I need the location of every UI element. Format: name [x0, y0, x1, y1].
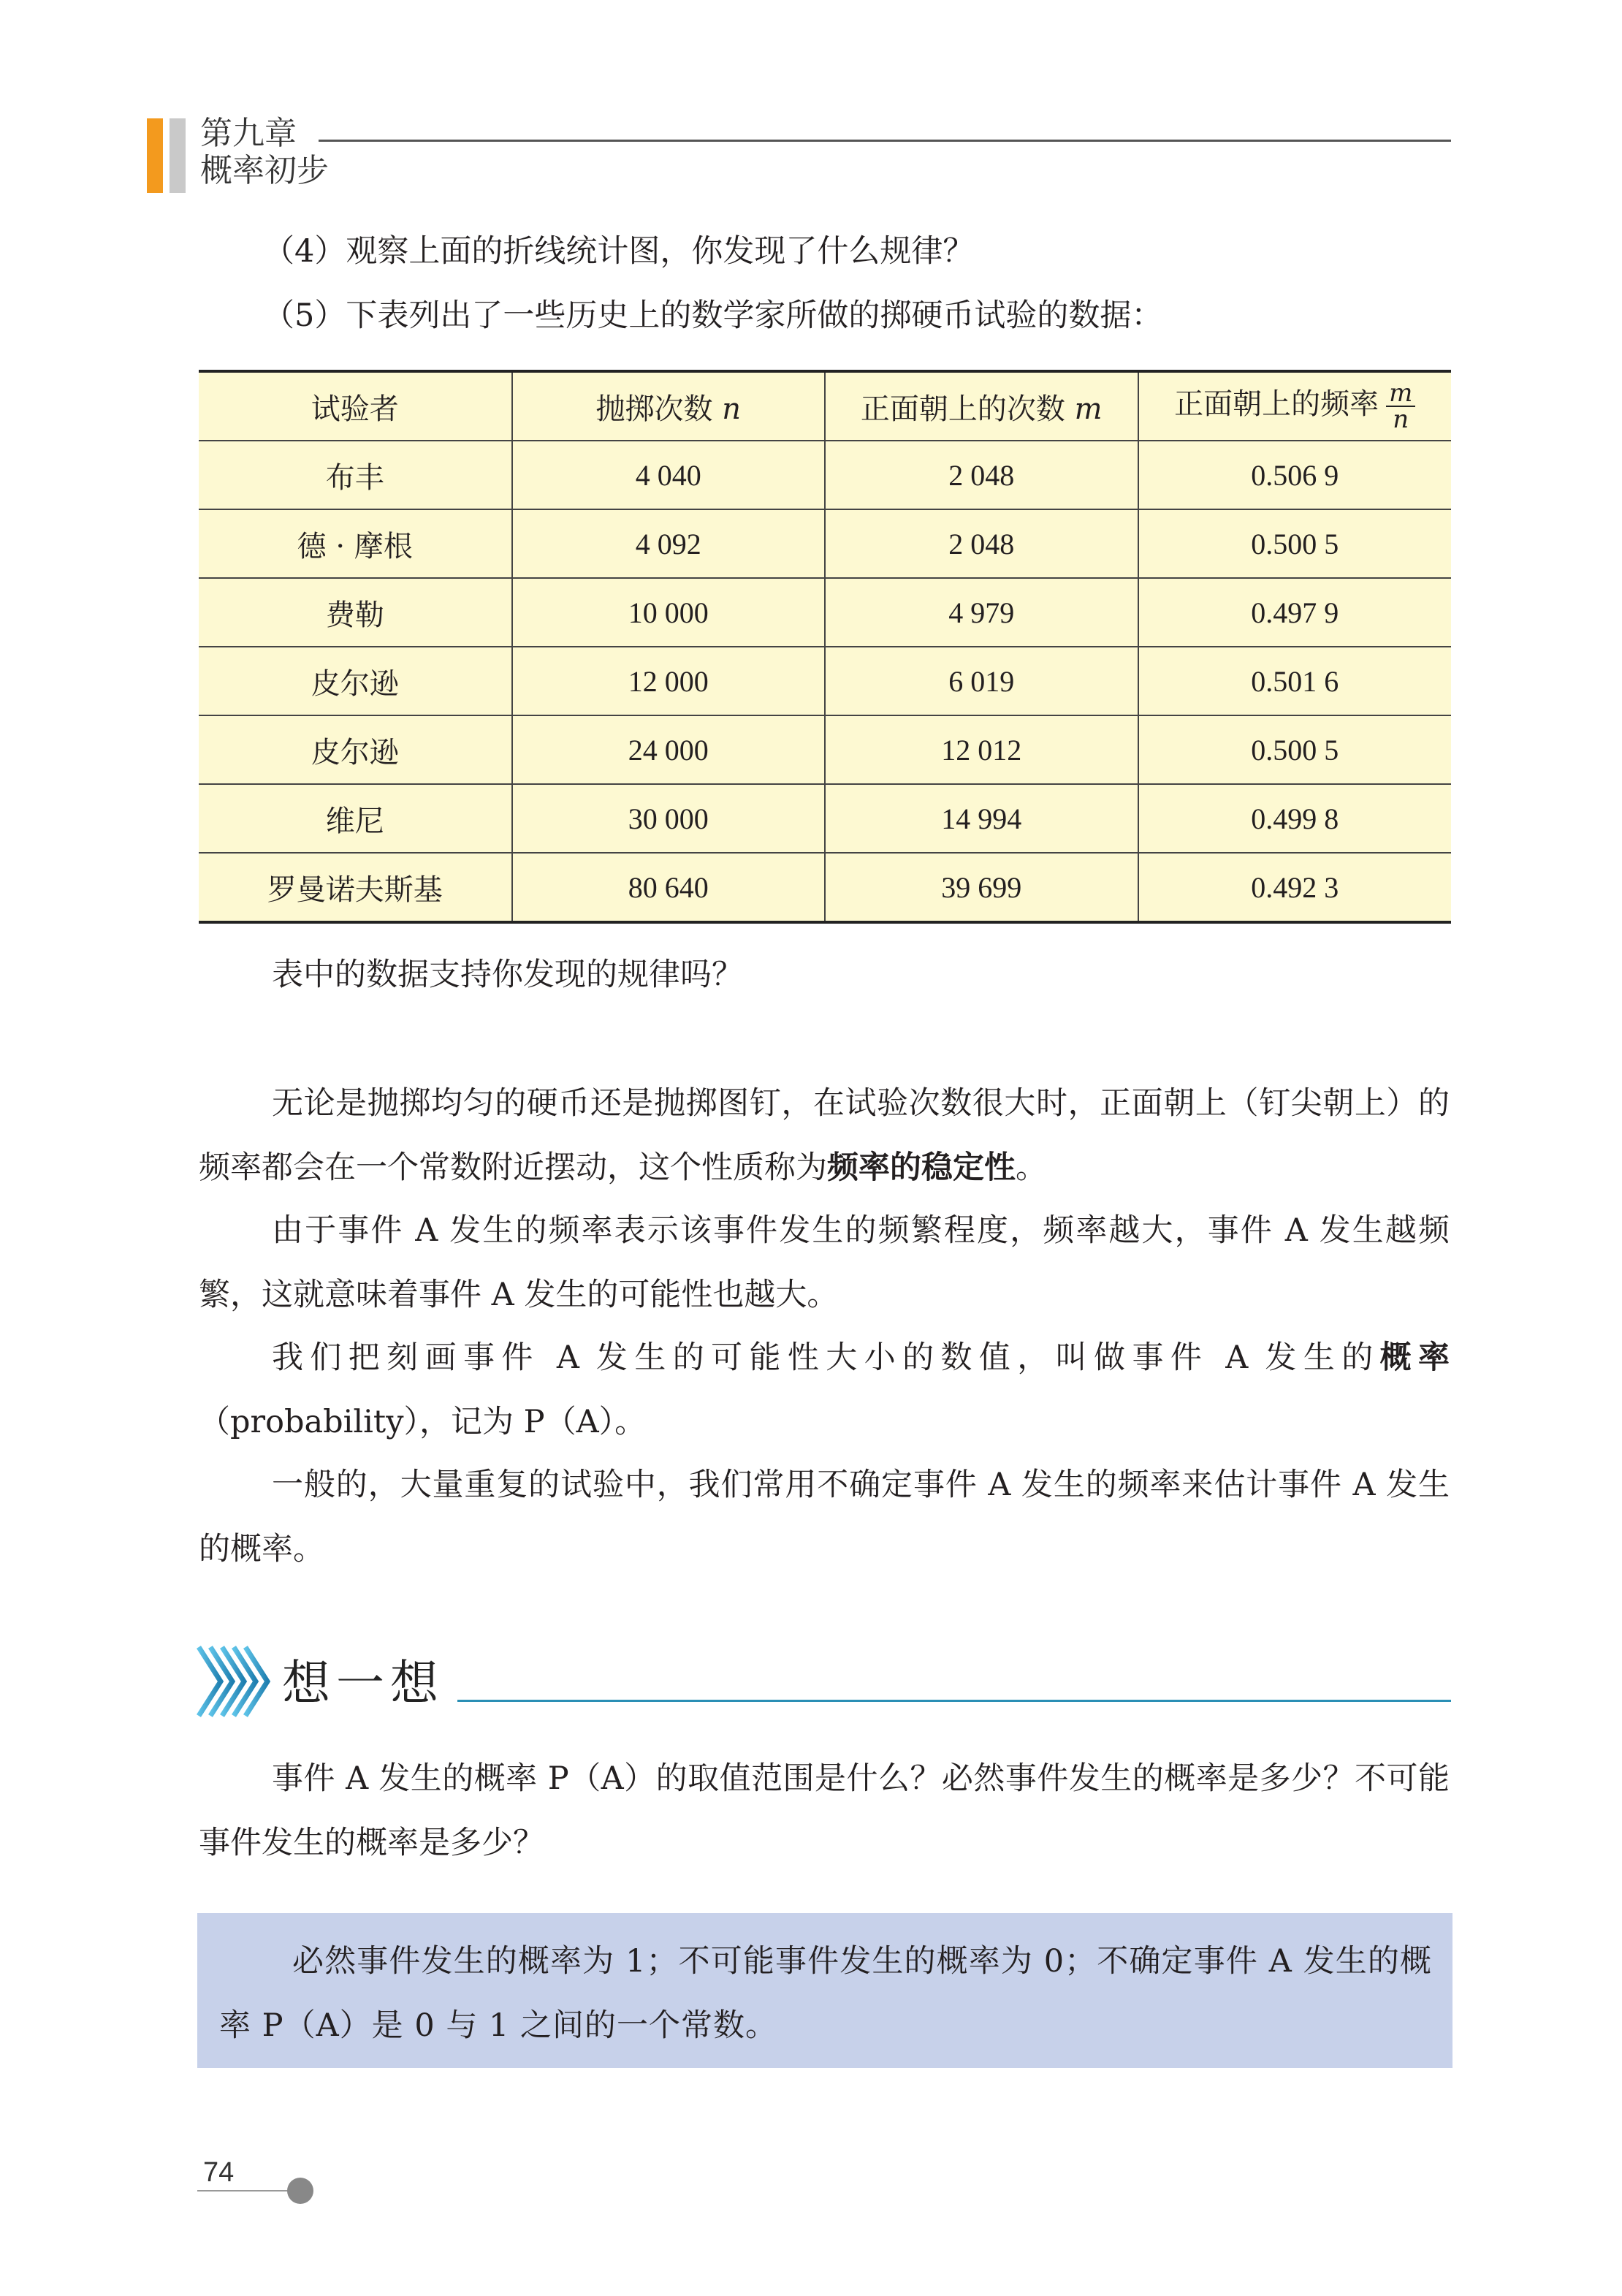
cell-experimenter: 德 · 摩根 — [199, 509, 512, 578]
after-table-question: 表中的数据支持你发现的规律吗？ — [272, 957, 743, 993]
table-row — [199, 784, 1451, 853]
table-row — [199, 509, 1451, 578]
cell-frequency: 0.499 8 — [1138, 784, 1452, 853]
cell-tosses: 10 000 — [512, 578, 826, 647]
cell-heads: 6 019 — [825, 647, 1138, 715]
cell-experimenter: 皮尔逊 — [199, 647, 512, 715]
cell-tosses: 12 000 — [512, 647, 826, 715]
paragraph-estimation: 一般的，大量重复的试验中，我们常用不确定事件 A 发生的频率来估计事件 A 发生的概率。 — [199, 1467, 1450, 1567]
cell-experimenter: 维尼 — [199, 784, 512, 853]
table-row — [199, 853, 1451, 922]
cell-frequency: 0.497 9 — [1138, 578, 1452, 647]
chapter-bar-gray — [170, 118, 186, 193]
question-5: （5）下表列出了一些历史上的数学家所做的掷硬币试验的数据： — [263, 297, 1163, 334]
cell-frequency: 0.492 3 — [1138, 853, 1452, 922]
think-rule — [457, 1700, 1451, 1702]
think-title: 想一想 — [282, 1655, 444, 1711]
chapter-title: 概率初步 — [200, 151, 329, 189]
question-4: （4）观察上面的折线统计图，你发现了什么规律？ — [263, 233, 975, 270]
page-number: 74 — [203, 2157, 235, 2188]
cell-heads: 12 012 — [825, 715, 1138, 784]
coin-toss-table — [199, 370, 1451, 924]
paragraph-frequency: 由于事件 A 发生的频率表示该事件发生的频繁程度，频率越大，事件 A 发生越频繁，这就意味着事件 A 发生的可能性也越大。 — [199, 1212, 1450, 1313]
think-question: 事件 A 发生的概率 P（A）的取值范围是什么？必然事件发生的概率是多少？不可能事件发生的概率是多少？ — [199, 1760, 1450, 1861]
cell-heads: 4 979 — [825, 578, 1138, 647]
table-row — [199, 578, 1451, 647]
cell-heads: 39 699 — [825, 853, 1138, 922]
table-row — [199, 715, 1451, 784]
cell-experimenter: 布丰 — [199, 441, 512, 509]
cell-frequency: 0.500 5 — [1138, 509, 1452, 578]
cell-heads: 2 048 — [825, 509, 1138, 578]
term-frequency-stability: 频率的稳定性 — [827, 1149, 1016, 1186]
chapter-heading — [200, 115, 329, 189]
cell-experimenter: 费勒 — [199, 578, 512, 647]
cell-frequency: 0.506 9 — [1138, 441, 1452, 509]
paragraph-probability-def: 我们把刻画事件 A 发生的可能性大小的数值，叫做事件 A 发生的概率（probability），记为 P（A）。 — [199, 1339, 1450, 1440]
cell-experimenter: 罗曼诺夫斯基 — [199, 853, 512, 922]
cell-experimenter: 皮尔逊 — [199, 715, 512, 784]
cell-tosses: 4 092 — [512, 509, 826, 578]
paragraph-stability: 无论是抛掷均匀的硬币还是抛掷图钉，在试验次数很大时，正面朝上（钉尖朝上）的频率都会在一个常数附近摆动，这个性质称为频率的稳定性。 — [199, 1085, 1450, 1186]
header-experimenter: 试验者 — [199, 371, 512, 441]
cell-tosses: 24 000 — [512, 715, 826, 784]
chapter-number: 第九章 — [200, 115, 297, 152]
page-rule — [197, 2190, 300, 2192]
term-probability: 概率 — [1379, 1339, 1450, 1376]
table-header-row — [199, 371, 1451, 441]
chapter-bar-orange — [147, 118, 163, 193]
chevrons-icon — [194, 1641, 275, 1722]
fraction-m-over-n: $\frac{m}{n}$ — [1386, 381, 1415, 432]
table-row — [199, 647, 1451, 715]
cell-tosses: 30 000 — [512, 784, 826, 853]
cell-tosses: 4 040 — [512, 441, 826, 509]
header-rule — [319, 140, 1451, 142]
header-heads: 正面朝上的次数 m — [825, 371, 1138, 441]
cell-tosses: 80 640 — [512, 853, 826, 922]
cell-heads: 14 994 — [825, 784, 1138, 853]
table-row — [199, 441, 1451, 509]
cell-heads: 2 048 — [825, 441, 1138, 509]
answer-text: 必然事件发生的概率为 1；不可能事件发生的概率为 0；不确定事件 A 发生的概率 P（A）是 0 与 1 之间的一个常数。 — [219, 1943, 1432, 2044]
page-dot — [287, 2178, 313, 2204]
header-frequency: 正面朝上的频率 $\frac{m}{n}$ — [1138, 371, 1452, 441]
header-tosses: 抛掷次数 n — [512, 371, 826, 441]
cell-frequency: 0.501 6 — [1138, 647, 1452, 715]
cell-frequency: 0.500 5 — [1138, 715, 1452, 784]
